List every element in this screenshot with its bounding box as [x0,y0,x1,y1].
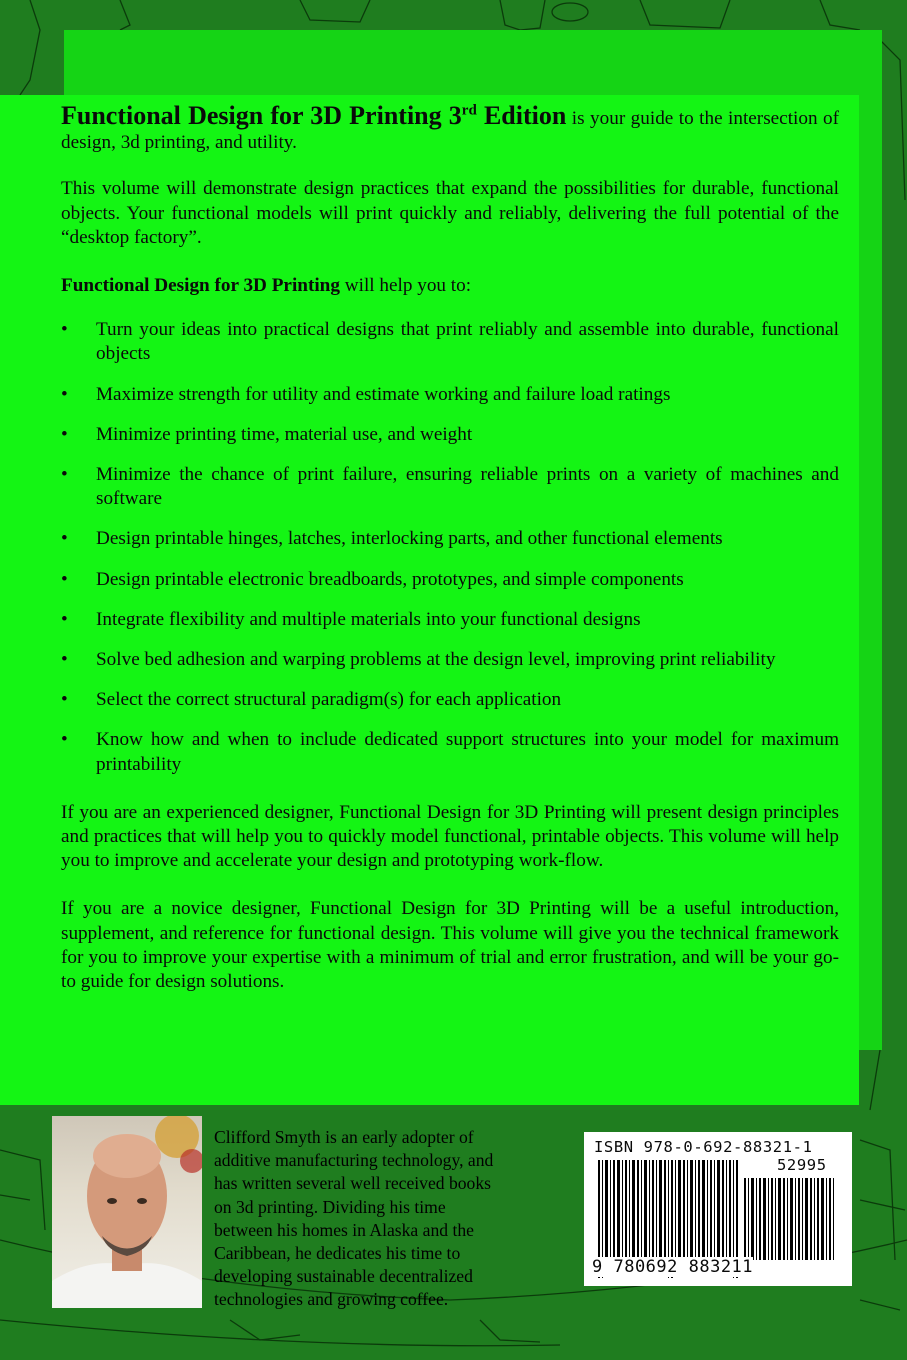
list-item: • Integrate flexibility and multiple materials into your functional designs [61,608,839,632]
intro-paragraph: This volume will demonstrate design practices that expand the possibilities for durable, functional objects. Your functional models will print quickly and reliably, delivering the full potential of the “desktop factory”. [61,178,839,248]
author-bio: Clifford Smyth is an early adopter of additive manufacturing technology, and has written several well received books on 3d printing. Dividing his time between his homes in Alaska and the Caribbean, he dedicates his time to developing sustainable decentralized technologies and growing coffee. [214,1127,494,1310]
isbn-barcode [584,1132,852,1286]
list-item: • Design printable electronic breadboards, prototypes, and simple components [61,568,839,592]
list-item: • Turn your ideas into practical designs that print reliably and assemble into durable, functional objects [61,318,839,366]
author-photo [52,1116,202,1308]
list-item: • Solve bed adhesion and warping problems at the design level, improving print reliability [61,648,839,672]
description-text [61,101,839,1018]
list-item: • Minimize printing time, material use, and weight [61,423,839,447]
isbn-label: ISBN 978-0-692-88321-1 [594,1138,813,1156]
price-code: 52995 [777,1156,827,1174]
lead-paragraph: Functional Design for 3D Printing 3rd Edition is your guide to the intersection of design, 3d printing, and utility. [61,101,839,154]
help-heading: Functional Design for 3D Printing will help you to: [61,275,472,297]
barcode-number: 9 780692 883211 [592,1257,754,1277]
benefit-list [61,318,839,777]
list-item: • Select the correct structural paradigm(s) for each application [61,688,839,712]
novice-paragraph: If you are a novice designer, Functional Design for 3D Printing will be a useful introduction, supplement, and reference for functional design. This volume will give you the technical framework for you to improve your expertise with a minimum of trial and error frustration, and will be your go-to guide for design solutions. [61,898,839,993]
list-item: • Know how and when to include dedicated support structures into your model for maximum printability [61,728,839,776]
list-item: • Maximize strength for utility and estimate working and failure load ratings [61,383,839,407]
list-item: • Design printable hinges, latches, interlocking parts, and other functional elements [61,527,839,551]
book-title: Functional Design for 3D Printing 3rd Edition [61,101,567,130]
experienced-paragraph: If you are an experienced designer, Functional Design for 3D Printing will present design principles and practices that will help you to quickly model functional, printable objects. This volume will help you to improve and accelerate your design and prototyping work-flow. [61,801,839,872]
list-item: • Minimize the chance of print failure, ensuring reliable prints on a variety of machines and software [61,463,839,511]
